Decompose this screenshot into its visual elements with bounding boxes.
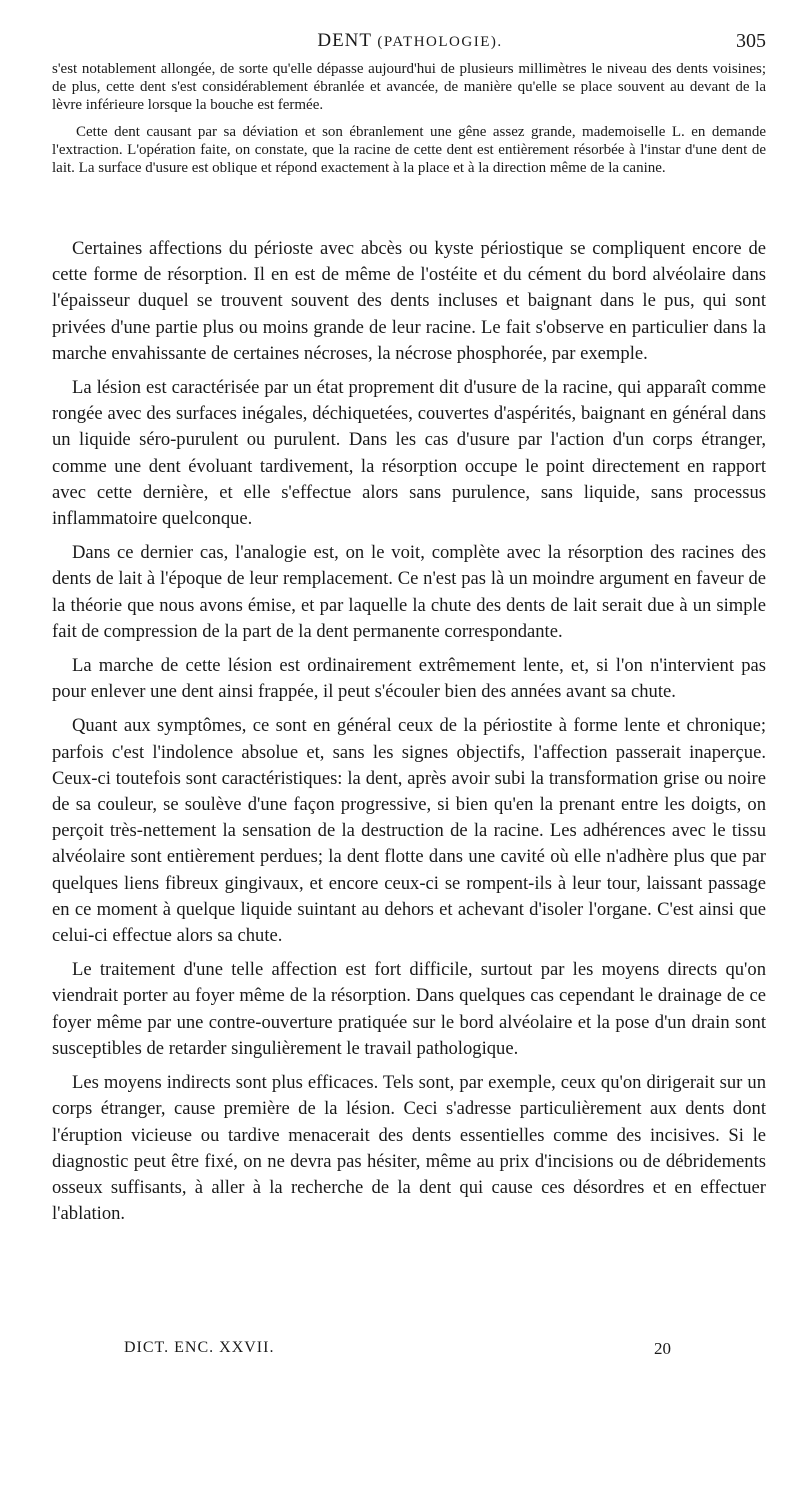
body-paragraph: Les moyens indirects sont plus efficaces. Tels sont, par exemple, ceux qu'on dirigerait sur un corps étranger, cause première de la lésion. Ceci s'adresse particulièrement aux dents dont l'éruption vicieuse ou tardive menacerait des dents essentielles comme des incisives. Si le diagnostic peut être fixé, on ne devra pas hésiter, même au prix d'incisions ou de débridements osseux suffisants, à aller à la recherche de la dent qui cause ces désordres et en effectuer l'ablation.: [52, 1072, 766, 1225]
case-report-paragraph: s'est notablement allongée, de sorte qu'elle dépasse aujourd'hui de plusieurs millimètres le niveau des dents voisines; de plus, cette dent s'est considérablement ébranlée et avancée, de manière qu'elle se place souvent au devant de la lèvre inférieure lorsque la bouche est fermée.: [52, 61, 766, 114]
case-report-paragraph: Cette dent causant par sa déviation et son ébranlement une gêne assez grande, mademoiselle L. en demande l'extraction. L'opération faite, on constate, que la racine de cette dent est entièrement résorbée à l'instar d'une dent de lait. La surface d'usure est oblique et répond exactement à la place et à la direction même de la canine.: [52, 123, 766, 177]
running-title: [50, 30, 770, 52]
page-number: 305: [736, 30, 766, 52]
running-title-main: DENT: [317, 30, 372, 51]
body-paragraph: La marche de cette lésion est ordinairement extrêmement lente, et, si l'on n'intervient pas pour enlever une dent ainsi frappée, il peut s'écouler bien des années avant sa chute.: [52, 655, 766, 703]
running-title-sub: (PATHOLOGIE).: [377, 34, 503, 50]
body-paragraph: Le traitement d'une telle affection est fort difficile, surtout par les moyens directs qu'on viendrait porter au foyer même de la résorption. Dans quelques cas cependant le drainage de ce foyer même par une contre-ouverture pratiquée sur le bord alvéolaire et la pose d'un drain sont susceptibles de retarder singulièrement le travail pathologique.: [52, 959, 766, 1059]
case-report-block: [52, 60, 766, 177]
main-text: [52, 236, 766, 1235]
body-paragraph: Certaines affections du périoste avec abcès ou kyste périostique se compliquent encore de cette forme de résorption. Il en est de même de l'ostéite et du cément du bord alvéolaire dans l'épaisseur duquel se trouvent souvent des dents incluses et baignant dans le pus, qui sont privées d'une partie plus ou moins grande de leur racine. Le fait s'observe en particulier dans la marche envahissante de certaines nécroses, la nécrose phosphorée, par exemple.: [52, 238, 766, 364]
body-paragraph: Dans ce dernier cas, l'analogie est, on le voit, complète avec la résorption des racines des dents de lait à l'époque de leur remplacement. Ce n'est pas là un moindre argument en faveur de la théorie que nous avons émise, et par laquelle la chute des dents de lait serait due à un simple fait de compression de la part de la dent permanente correspondante.: [52, 542, 766, 642]
printer-signature: DICT. ENC. XXVII.: [124, 1339, 275, 1356]
body-paragraph: La lésion est caractérisée par un état proprement dit d'usure de la racine, qui apparaît comme rongée avec des surfaces inégales, déchiquetées, couvertes d'aspérités, baignant en général dans un liquide séro-purulent ou purulent. Dans les cas d'usure par l'action d'un corps étranger, comme une dent évoluant tardivement, la résorption occupe le point directement en rapport avec cette dernière, et elle s'effectue alors sans purulence, sans liquide, sans processus inflammatoire quelconque.: [52, 377, 766, 530]
running-header: [50, 30, 770, 56]
body-paragraph: Quant aux symptômes, ce sont en général ceux de la périostite à forme lente et chronique; parfois c'est l'indolence absolue et, sans les signes objectifs, l'affection passerait inaperçue. Ceux-ci toutefois sont caractéristiques: la dent, après avoir subi la transformation grise ou noire de sa couleur, se soulève d'une façon progressive, si bien qu'en la prenant entre les doigts, on perçoit très-nettement la sensation de la destruction de la racine. Les adhérences avec le tissu alvéolaire sont entièrement perdues; la dent flotte dans une cavité où elle n'adhère plus que par quelques liens fibreux gingivaux, et encore ceux-ci se rompent-ils à leur tour, laissant passage en ce moment à quelque liquide suintant au dehors et achevant d'isoler l'organe. C'est ainsi que celui-ci effectue alors sa chute.: [52, 715, 766, 947]
sheet-number: 20: [654, 1339, 671, 1358]
page-footer: [52, 1339, 766, 1363]
